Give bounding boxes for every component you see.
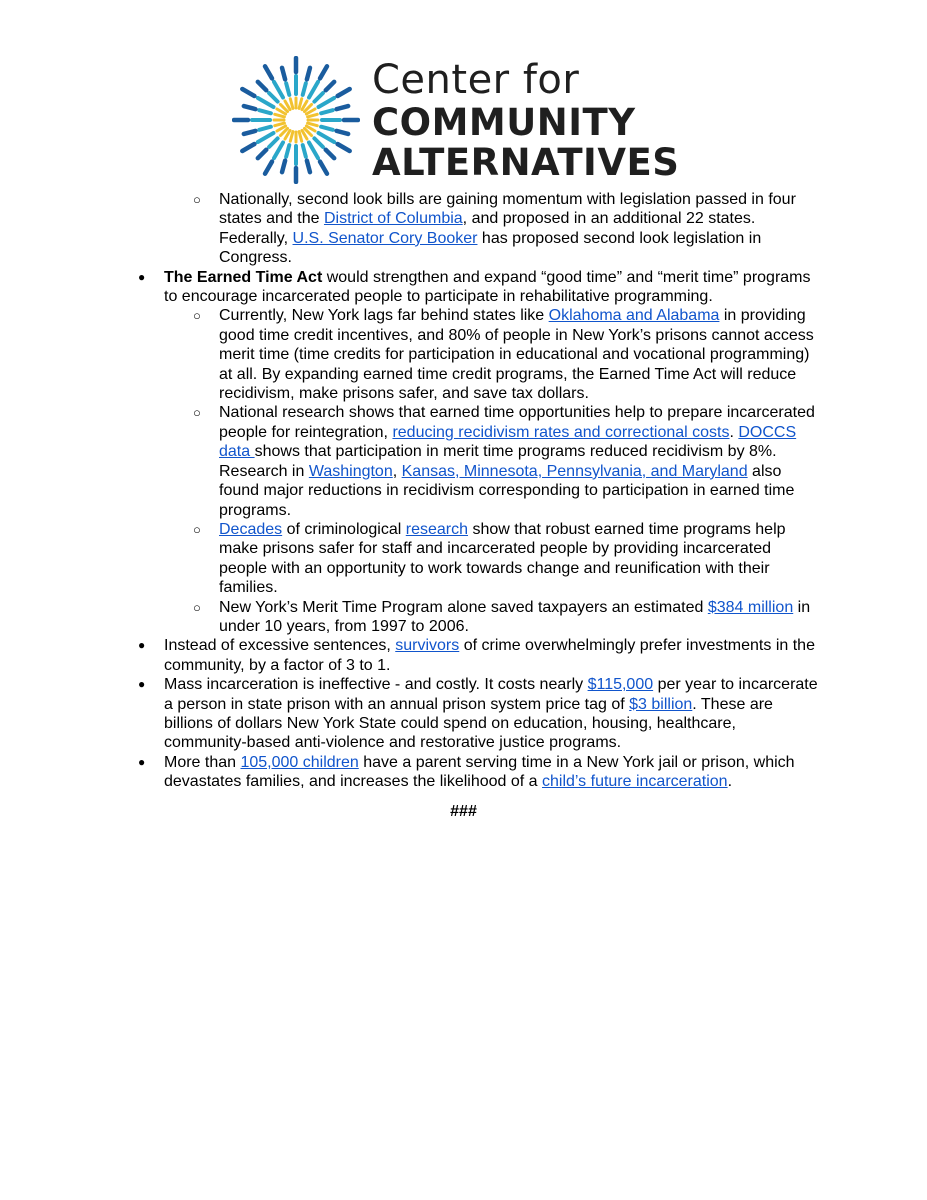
- link-washington[interactable]: Washington: [308, 462, 393, 480]
- logo-ray: [320, 66, 327, 78]
- text-span: would strengthen and expand “good time” and “merit time” programs to encourage incarcerated people to participate in rehabilitative programming.: [164, 268, 811, 306]
- logo-ray: [299, 99, 302, 109]
- text-span: ,: [392, 462, 402, 480]
- logo-ray: [282, 161, 285, 173]
- link-research[interactable]: research: [405, 520, 469, 538]
- logo-ray: [337, 131, 349, 134]
- text-span: Currently, New York lags far behind states like: [219, 307, 549, 325]
- logo-ray: [321, 110, 333, 113]
- logo-ray: [337, 106, 349, 109]
- logo-line-center-for: Center for: [372, 57, 580, 103]
- logo-ray: [290, 99, 293, 109]
- link-senator-cory-booker[interactable]: U.S. Senator Cory Booker: [292, 229, 478, 247]
- link-384-million[interactable]: $384 million: [707, 598, 794, 616]
- logo-ray: [338, 89, 350, 96]
- text-span: . These are billions of dollars New York State could spend on education, housing, healthcare, community-based anti-violence and restorative justice programs.: [164, 695, 773, 752]
- text-span: More than: [164, 753, 241, 771]
- logo-ray: [308, 114, 318, 117]
- list-item-decades-research: [193, 520, 818, 598]
- logo-ray: [307, 161, 310, 173]
- logo-ray: [319, 98, 335, 107]
- text-span: also found major reductions in recidivism corresponding to participation in earned time programs.: [219, 462, 795, 519]
- logo-ray: [286, 83, 289, 95]
- organization-logo: [232, 56, 702, 186]
- logo-ray: [275, 123, 285, 126]
- logo-ray: [269, 138, 277, 146]
- logo-ray: [326, 150, 334, 158]
- logo-ray: [286, 145, 289, 157]
- link-doccs-data[interactable]: DOCCS data: [219, 423, 797, 461]
- logo-line-alternatives: ALTERNATIVES: [372, 141, 680, 184]
- list-item-mass-incarceration: [138, 675, 818, 753]
- sunburst-logo-icon: [232, 56, 360, 184]
- logo-ray: [242, 144, 254, 151]
- logo-ray: [299, 132, 302, 142]
- logo-ray: [321, 127, 333, 130]
- list-item-merit-time-savings: [193, 598, 818, 637]
- document-body: [138, 190, 818, 792]
- logo-ray: [303, 145, 306, 157]
- logo-ray: [242, 89, 254, 96]
- second-look-sublist: [193, 190, 818, 268]
- end-mark: ###: [450, 803, 477, 820]
- logo-ray: [259, 110, 271, 113]
- text-span: per year to incarcerate a person in state prison with an annual prison system price tag of: [164, 676, 818, 713]
- logo-ray: [314, 93, 322, 101]
- logo-line-community: COMMUNITY: [372, 101, 636, 144]
- text-span: Instead of excessive sentences,: [164, 637, 396, 655]
- logo-ray: [258, 98, 274, 107]
- logo-ray: [265, 162, 272, 174]
- logo-ray: [326, 82, 334, 90]
- link-reducing-recidivism[interactable]: reducing recidivism rates and correctional costs: [392, 423, 730, 441]
- logo-ray: [265, 66, 272, 78]
- text-span: has proposed second look legislation in Congress.: [219, 229, 762, 267]
- text-span: have a parent serving time in a New York jail or prison, which devastates families, and increases the likelihood of a: [164, 753, 795, 791]
- text-span: shows that participation in merit time programs reduced recidivism by 8%. Research in: [219, 443, 777, 480]
- text-span: in providing good time credit incentives, and 80% of people in New York’s prisons cannot access merit time (time credits for participation in educational and vocational programming) at all. By expanding earned time credit programs, the Earned Time Act will reduce recidivism, make prisons safer, and save tax dollars.: [219, 307, 814, 403]
- list-item-earned-time-act: [138, 268, 818, 637]
- link-oklahoma-alabama[interactable]: Oklahoma and Alabama: [548, 307, 720, 325]
- text-span: in under 10 years, from 1997 to 2006.: [219, 598, 811, 635]
- list-item-survivors: [138, 636, 818, 675]
- text-span: show that robust earned time programs help make prisons safer for staff and incarcerated people by providing incarcerated people with an opportunity to work towards change and reunification with their families.: [219, 520, 786, 597]
- logo-wordmark: [372, 57, 680, 184]
- text-span: New York’s Merit Time Program alone saved taxpayers an estimated: [219, 598, 708, 616]
- logo-ray: [338, 144, 350, 151]
- logo-ray: [275, 114, 285, 117]
- link-childs-future-incarceration[interactable]: child’s future incarceration: [542, 773, 728, 791]
- link-105000-children[interactable]: 105,000 children: [240, 753, 359, 771]
- logo-ray: [314, 138, 322, 146]
- link-survivors[interactable]: survivors: [395, 637, 460, 655]
- logo-ray: [244, 131, 256, 134]
- earned-time-act-heading: The Earned Time Act: [164, 268, 323, 286]
- text-span: National research shows that earned time opportunities help to prepare incarcerated people for reintegration,: [219, 404, 815, 441]
- logo-ray: [259, 127, 271, 130]
- logo-ray: [307, 68, 310, 80]
- text-span: .: [729, 423, 739, 441]
- link-district-of-columbia[interactable]: District of Columbia: [323, 210, 463, 228]
- list-item-national-research: [193, 403, 818, 519]
- logo-ray: [269, 93, 277, 101]
- link-decades[interactable]: Decades: [219, 520, 283, 538]
- logo-ray: [320, 162, 327, 174]
- earned-time-sublist: [193, 306, 818, 636]
- logo-ray: [309, 143, 318, 159]
- logo-ray: [244, 106, 256, 109]
- text-span: Nationally, second look bills are gaining momentum with legislation passed in four states and the: [219, 191, 796, 228]
- text-span: , and proposed in an additional 22 states. Federally,: [219, 210, 756, 247]
- logo-ray: [258, 133, 274, 142]
- link-115000[interactable]: $115,000: [587, 676, 654, 694]
- logo-ray: [258, 150, 266, 158]
- text-span: of crime overwhelmingly prefer investments in the community, by a factor of 3 to 1.: [164, 637, 815, 674]
- logo-ray: [303, 83, 306, 95]
- text-span: of criminological: [282, 520, 406, 538]
- list-item-second-look-national: [193, 190, 818, 268]
- logo-ray: [282, 68, 285, 80]
- link-3-billion[interactable]: $3 billion: [629, 695, 693, 713]
- logo-ray: [274, 82, 283, 98]
- main-bullet-list: [138, 268, 818, 792]
- logo-ray: [274, 143, 283, 159]
- text-span: .: [727, 773, 733, 791]
- logo-ray: [309, 82, 318, 98]
- list-item-children: [138, 753, 818, 792]
- text-span: Mass incarceration is ineffective - and costly. It costs nearly: [164, 676, 588, 694]
- logo-ray: [290, 132, 293, 142]
- logo-ray: [319, 133, 335, 142]
- logo-ray: [308, 123, 318, 126]
- logo-ray: [258, 82, 266, 90]
- list-item-new-york-lags: [193, 306, 818, 403]
- link-kansas-minnesota-pennsylvania-maryland[interactable]: Kansas, Minnesota, Pennsylvania, and Maryland: [401, 462, 748, 480]
